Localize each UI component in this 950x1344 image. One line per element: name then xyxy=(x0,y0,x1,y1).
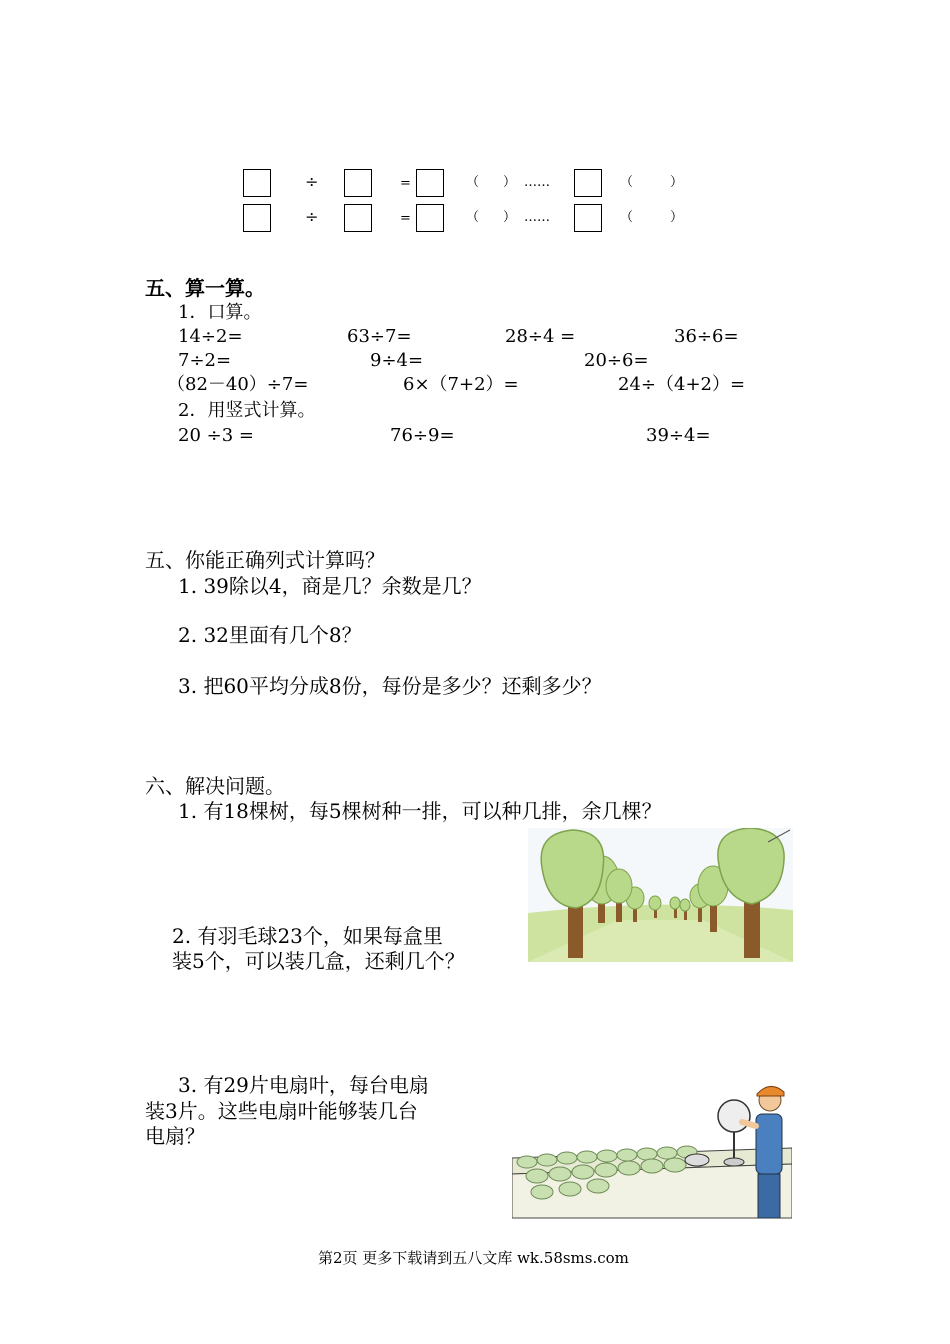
vertical-calc-item: 39÷4= xyxy=(646,425,711,446)
answer-box[interactable] xyxy=(416,204,444,232)
close-paren: ） xyxy=(670,175,684,190)
question-continued: 装3片。这些电扇叶能够装几台 xyxy=(145,1099,418,1123)
question: 1. 39除以4，商是几？余数是几？ xyxy=(178,574,482,598)
answer-box[interactable] xyxy=(416,169,444,197)
close-paren: ） xyxy=(670,210,684,225)
close-paren: ） xyxy=(503,210,517,225)
open-paren: （ xyxy=(620,210,634,225)
close-paren: ） xyxy=(503,175,517,190)
question: 3. 有29片电扇叶，每台电扇 xyxy=(178,1073,429,1097)
dots: …… xyxy=(524,210,550,225)
dots: …… xyxy=(524,175,550,190)
answer-box[interactable] xyxy=(243,204,271,232)
question: 3. 把60平均分成8份，每份是多少？还剩多少？ xyxy=(178,674,602,698)
calc-item: 9÷4= xyxy=(370,350,424,371)
calc-item: 28÷4 = xyxy=(505,326,576,347)
vertical-calc-item: 20 ÷3 = xyxy=(178,425,254,446)
calc-item: 20÷6= xyxy=(584,350,649,371)
open-paren: （ xyxy=(466,210,480,225)
div-sign: ÷ xyxy=(305,172,319,191)
part1-title: 1．口算。 xyxy=(178,302,262,323)
question: 2. 32里面有几个8？ xyxy=(178,623,362,647)
page-footer: 第2页 更多下载请到五八文库 wk.58sms.com xyxy=(318,1249,629,1267)
section-title-problems: 六、解决问题。 xyxy=(145,774,285,798)
answer-box[interactable] xyxy=(243,169,271,197)
answer-box[interactable] xyxy=(574,169,602,197)
fan-worker-illustration xyxy=(512,1078,792,1220)
eq-sign: = xyxy=(400,176,411,191)
open-paren: （ xyxy=(620,175,634,190)
question: 1. 有18棵树，每5棵树种一排，可以种几排，余几棵？ xyxy=(178,799,662,823)
calc-item: 36÷6= xyxy=(674,326,739,347)
calc-item: 7÷2= xyxy=(178,350,232,371)
question-continued: 电扇？ xyxy=(145,1124,205,1148)
eq-sign: = xyxy=(400,211,411,226)
question-continued: 装5个，可以装几盒，还剩几个？ xyxy=(172,949,465,973)
open-paren: （ xyxy=(466,175,480,190)
question: 2. 有羽毛球23个，如果每盒里 xyxy=(172,924,443,948)
calc-item: （82－40）÷7= xyxy=(167,374,309,395)
calc-item: 14÷2= xyxy=(178,326,243,347)
answer-box[interactable] xyxy=(344,204,372,232)
answer-box[interactable] xyxy=(574,204,602,232)
answer-box[interactable] xyxy=(344,169,372,197)
calc-item: 6×（7+2）= xyxy=(403,374,519,395)
trees-illustration xyxy=(528,828,793,962)
section-title-calc: 五、算一算。 xyxy=(145,276,265,300)
vertical-calc-item: 76÷9= xyxy=(390,425,455,446)
part2-title: 2．用竖式计算。 xyxy=(178,400,316,421)
calc-item: 63÷7= xyxy=(347,326,412,347)
calc-item: 24÷（4+2）= xyxy=(618,374,746,395)
div-sign: ÷ xyxy=(305,207,319,226)
section-title-equation: 五、你能正确列式计算吗？ xyxy=(145,548,385,572)
